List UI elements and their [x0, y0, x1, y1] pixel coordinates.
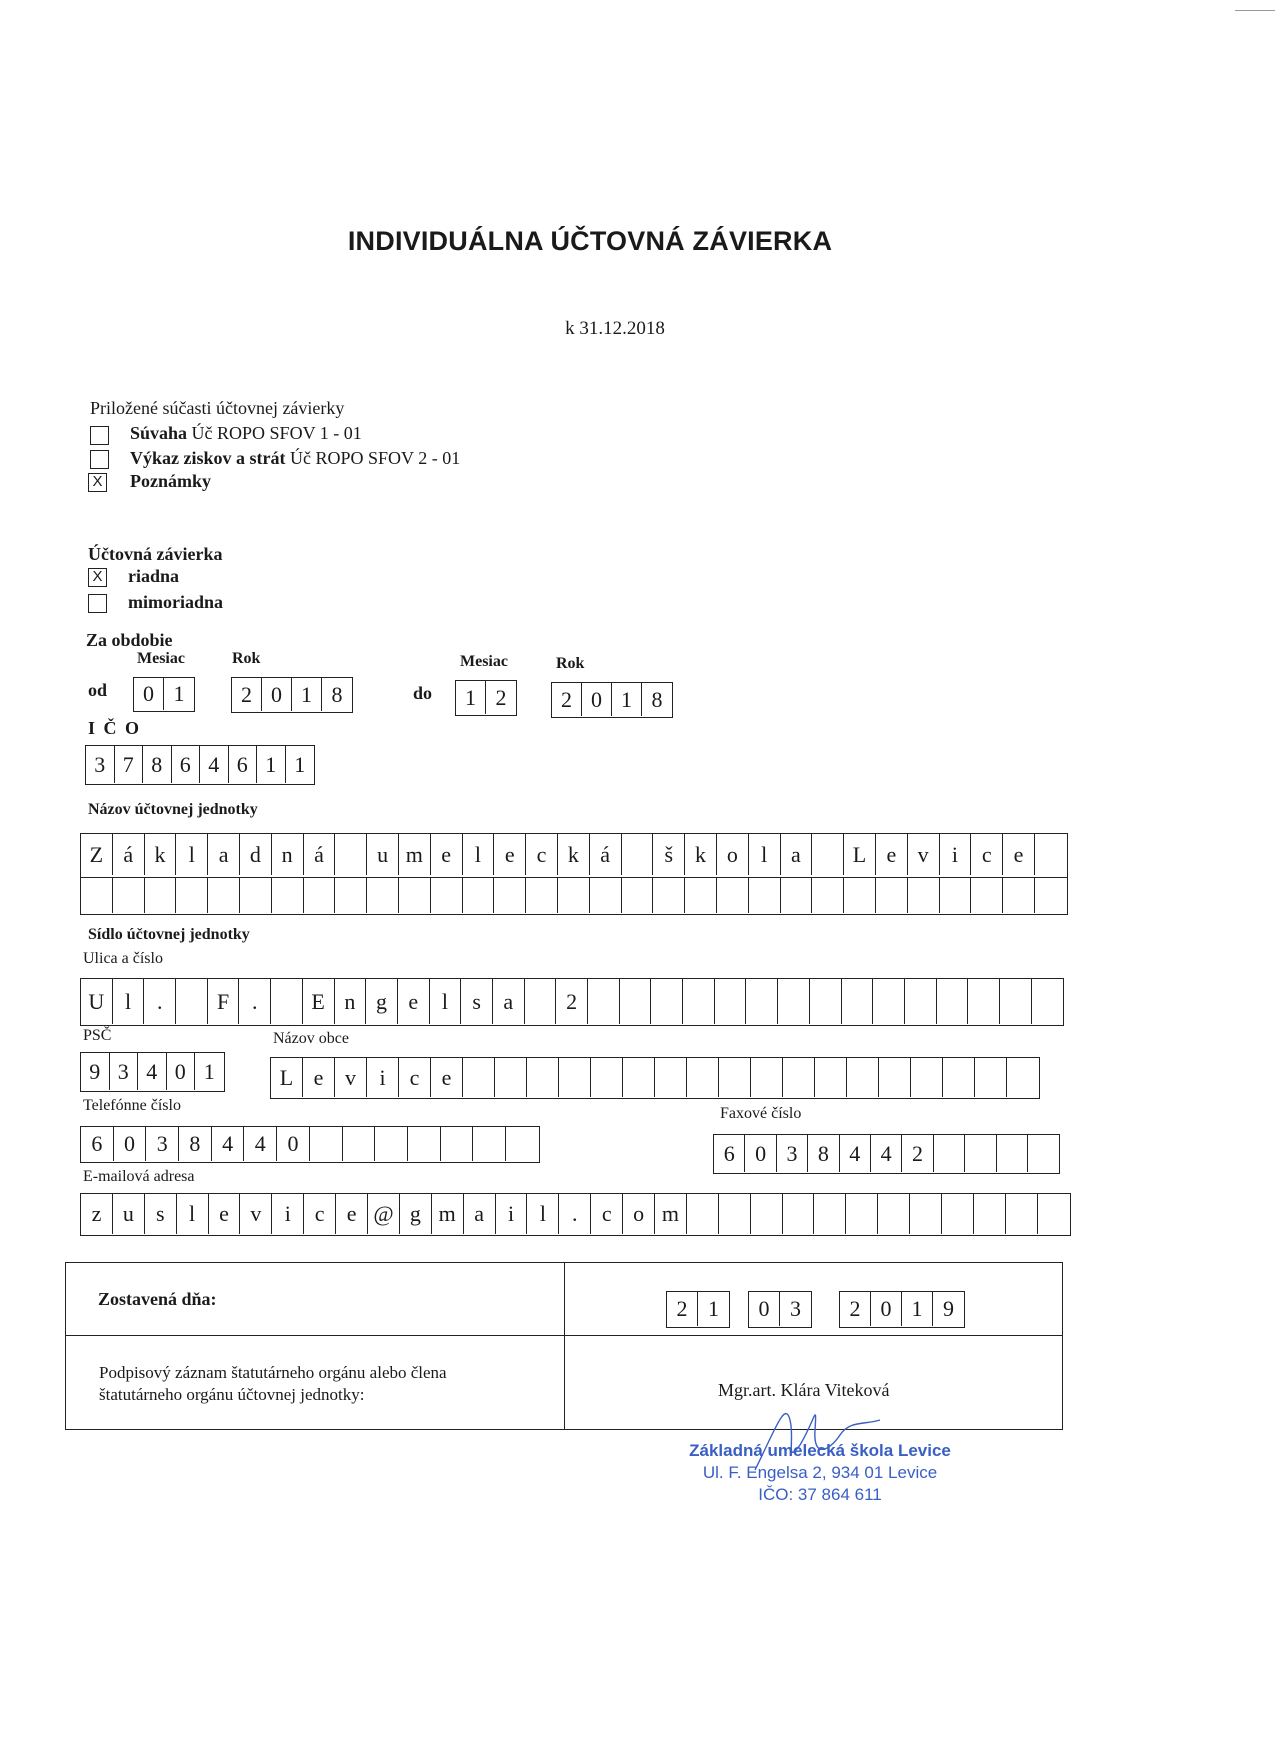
char-box[interactable]: 4 [212, 1127, 245, 1161]
char-box[interactable]: 3 [86, 746, 115, 783]
char-box[interactable]: e [494, 834, 526, 875]
char-box[interactable]: o [623, 1194, 655, 1234]
char-box[interactable] [408, 1127, 441, 1161]
period-heading: Za obdobie [86, 630, 173, 650]
char-box[interactable]: u [367, 834, 399, 875]
char-box[interactable]: 0 [262, 678, 292, 711]
do-mesiac-label: Mesiac [460, 653, 508, 670]
char-box[interactable] [942, 1194, 974, 1234]
char-box[interactable] [494, 878, 526, 913]
fax-label: Faxové číslo [720, 1105, 802, 1122]
char-box[interactable] [1003, 878, 1035, 913]
char-box[interactable]: . [559, 1194, 591, 1234]
char-box[interactable] [525, 979, 557, 1024]
char-box[interactable]: l [113, 979, 145, 1024]
char-box[interactable]: 6 [714, 1135, 745, 1172]
char-box[interactable] [431, 878, 463, 913]
char-box[interactable]: 6 [172, 746, 201, 783]
vykaz-label: Výkaz ziskov a strát Úč ROPO SFOV 2 - 01 [130, 448, 461, 468]
compiled-year-boxes[interactable] [839, 1291, 965, 1328]
char-box[interactable] [622, 878, 654, 913]
char-box[interactable] [911, 1058, 943, 1097]
char-box[interactable] [441, 1127, 474, 1161]
street-label: Ulica a číslo [83, 950, 163, 967]
od-label: od [88, 680, 108, 700]
mimoriadna-label: mimoriadna [128, 592, 224, 612]
char-box[interactable]: 8 [808, 1135, 839, 1172]
char-box[interactable]: e [876, 834, 908, 875]
char-box[interactable] [968, 979, 1000, 1024]
char-box[interactable]: s [145, 1194, 177, 1234]
signatory-name: Mgr.art. Klára Viteková [718, 1380, 890, 1400]
char-box[interactable] [783, 1058, 815, 1097]
char-box[interactable] [687, 1058, 719, 1097]
char-box[interactable]: 4 [840, 1135, 871, 1172]
char-box[interactable]: c [399, 1058, 431, 1097]
char-box[interactable] [240, 878, 272, 913]
char-box[interactable]: i [496, 1194, 528, 1234]
char-box[interactable] [591, 1058, 623, 1097]
char-box[interactable] [878, 1194, 910, 1234]
poznamky-checkbox[interactable]: X [88, 473, 107, 492]
char-box[interactable]: m [399, 834, 431, 875]
char-box[interactable] [399, 878, 431, 913]
char-box[interactable] [1035, 878, 1067, 913]
char-box[interactable]: 3 [146, 1127, 179, 1161]
char-box[interactable] [719, 1194, 751, 1234]
do-label: do [413, 683, 433, 703]
char-box[interactable] [335, 878, 367, 913]
char-box[interactable] [975, 1058, 1007, 1097]
char-box[interactable]: v [335, 1058, 367, 1097]
vykaz-checkbox[interactable] [90, 450, 109, 469]
char-box[interactable] [559, 1058, 591, 1097]
char-box[interactable] [876, 878, 908, 913]
char-box[interactable]: e [303, 1058, 335, 1097]
address-heading: Sídlo účtovnej jednotky [88, 926, 250, 943]
od-mesiac-label: Mesiac [137, 650, 185, 667]
char-box[interactable] [847, 1058, 879, 1097]
od-month-boxes[interactable] [133, 677, 195, 712]
char-box[interactable] [810, 979, 842, 1024]
do-rok-label: Rok [556, 655, 585, 672]
char-box[interactable] [558, 878, 590, 913]
char-box[interactable]: v [240, 1194, 272, 1234]
char-box[interactable]: i [272, 1194, 304, 1234]
char-box[interactable]: e [209, 1194, 241, 1234]
char-box[interactable]: E [303, 979, 335, 1024]
char-box[interactable]: 2 [840, 1292, 871, 1326]
char-box[interactable] [622, 834, 654, 875]
char-box[interactable] [844, 878, 876, 913]
char-box[interactable]: 8 [651, 687, 663, 712]
char-box[interactable] [812, 878, 844, 913]
char-box[interactable] [1038, 1194, 1070, 1234]
char-box[interactable]: 1 [257, 746, 286, 783]
attachments-heading: Priložené súčasti účtovnej závierky [90, 398, 345, 418]
ico-boxes[interactable] [85, 745, 315, 785]
suvaha-label: Súvaha Úč ROPO SFOV 1 - 01 [130, 423, 362, 443]
char-box[interactable]: l [749, 834, 781, 875]
char-box[interactable] [778, 979, 810, 1024]
char-box[interactable] [653, 878, 685, 913]
poznamky-label: Poznámky [130, 471, 211, 491]
char-box[interactable]: 1 [292, 678, 322, 711]
char-box[interactable] [145, 878, 177, 913]
char-box[interactable]: a [493, 979, 525, 1024]
char-box[interactable] [1006, 1194, 1038, 1234]
name-row-1[interactable] [80, 833, 1068, 877]
char-box[interactable] [943, 1058, 975, 1097]
char-box[interactable] [751, 1194, 783, 1234]
char-box[interactable] [375, 1127, 408, 1161]
char-box[interactable]: e [431, 1058, 463, 1097]
char-box[interactable]: U [81, 979, 113, 1024]
char-box[interactable]: a [208, 834, 240, 875]
char-box[interactable]: 0 [167, 1053, 196, 1090]
name-label: Názov účtovnej jednotky [88, 801, 258, 818]
char-box[interactable]: e [336, 1194, 368, 1234]
char-box[interactable] [815, 1058, 847, 1097]
char-box[interactable] [527, 1058, 559, 1097]
char-box[interactable] [879, 1058, 911, 1097]
char-box[interactable]: 6 [229, 746, 258, 783]
char-box[interactable]: c [526, 834, 558, 875]
char-box[interactable]: F [208, 979, 240, 1024]
char-box[interactable]: L [844, 834, 876, 875]
char-box[interactable]: s [461, 979, 493, 1024]
char-box[interactable]: 4 [871, 1135, 902, 1172]
char-box[interactable]: k [685, 834, 717, 875]
char-box[interactable]: Z [81, 834, 113, 875]
char-box[interactable]: 9 [943, 1296, 954, 1321]
char-box[interactable] [1035, 834, 1067, 875]
char-box[interactable]: 4 [244, 1127, 277, 1161]
corner-rule [1235, 10, 1275, 11]
char-box[interactable]: e [1003, 834, 1035, 875]
char-box[interactable] [81, 878, 113, 913]
char-box[interactable]: c [304, 1194, 336, 1234]
char-box[interactable] [846, 1194, 878, 1234]
char-box[interactable] [463, 878, 495, 913]
char-box[interactable]: 6 [81, 1127, 114, 1161]
char-box[interactable]: 3 [110, 1053, 139, 1090]
char-box[interactable]: l [430, 979, 462, 1024]
char-box[interactable] [683, 979, 715, 1024]
document-title: INDIVIDUÁLNA ÚČTOVNÁ ZÁVIERKA [347, 226, 833, 256]
char-box[interactable]: 8 [143, 746, 172, 783]
char-box[interactable]: 7 [115, 746, 144, 783]
compiled-day-boxes[interactable] [666, 1291, 730, 1328]
ico-label: I Č O [88, 718, 142, 738]
char-box[interactable]: 1 [294, 752, 306, 777]
od-rok-label: Rok [232, 650, 261, 667]
char-box[interactable]: 1 [902, 1292, 933, 1326]
char-box[interactable] [113, 878, 145, 913]
char-box[interactable]: 9 [81, 1053, 110, 1090]
char-box[interactable]: e [398, 979, 430, 1024]
footer-table [65, 1262, 1063, 1430]
od-year-boxes[interactable] [231, 677, 353, 713]
char-box[interactable] [272, 878, 304, 913]
char-box[interactable] [974, 1194, 1006, 1234]
char-box[interactable]: g [366, 979, 398, 1024]
char-box[interactable]: m [432, 1194, 464, 1234]
char-box[interactable] [685, 878, 717, 913]
char-box[interactable] [176, 979, 208, 1024]
suvaha-checkbox[interactable] [90, 426, 109, 445]
char-box[interactable] [526, 878, 558, 913]
char-box[interactable]: c [971, 834, 1003, 875]
char-box[interactable]: g [400, 1194, 432, 1234]
char-box[interactable]: 3 [790, 1296, 801, 1321]
date-line: k 31.12.2018 [565, 318, 665, 339]
char-box[interactable] [1000, 979, 1032, 1024]
char-box[interactable]: . [239, 979, 271, 1024]
email-label: E-mailová adresa [83, 1168, 195, 1185]
email-boxes[interactable] [80, 1193, 1071, 1236]
char-box[interactable]: v [908, 834, 940, 875]
char-box[interactable]: 1 [456, 681, 486, 714]
char-box[interactable]: i [367, 1058, 399, 1097]
obec-boxes[interactable] [270, 1057, 1040, 1099]
mimoriadna-checkbox[interactable] [88, 594, 107, 613]
char-box[interactable] [781, 878, 813, 913]
char-box[interactable]: 0 [749, 1292, 780, 1326]
char-box[interactable] [620, 979, 652, 1024]
char-box[interactable]: 1 [173, 681, 185, 706]
char-box[interactable] [590, 878, 622, 913]
char-box[interactable]: 2 [552, 683, 582, 716]
char-box[interactable]: l [177, 1194, 209, 1234]
char-box[interactable]: 1 [203, 1059, 215, 1084]
compiled-label: Zostavená dňa: [98, 1289, 217, 1309]
char-box[interactable]: l [176, 834, 208, 875]
char-box[interactable]: 8 [179, 1127, 212, 1161]
char-box[interactable]: d [240, 834, 272, 875]
char-box[interactable] [997, 1135, 1028, 1172]
char-box[interactable] [304, 878, 336, 913]
char-box[interactable] [1007, 1058, 1039, 1097]
char-box[interactable]: i [940, 834, 972, 875]
do-year-boxes[interactable] [551, 682, 673, 718]
char-box[interactable]: a [464, 1194, 496, 1234]
char-box[interactable]: á [113, 834, 145, 875]
char-box[interactable] [812, 834, 844, 875]
char-box[interactable]: c [591, 1194, 623, 1234]
char-box[interactable]: 8 [331, 682, 343, 707]
char-box[interactable] [473, 1127, 506, 1161]
char-box[interactable]: 2 [495, 685, 507, 710]
char-box[interactable] [687, 1194, 719, 1234]
char-box[interactable] [463, 1058, 495, 1097]
char-box[interactable] [506, 1127, 539, 1161]
char-box[interactable]: š [653, 834, 685, 875]
char-box[interactable]: 3 [777, 1135, 808, 1172]
char-box[interactable]: a [781, 834, 813, 875]
char-box[interactable] [908, 878, 940, 913]
char-box[interactable] [873, 979, 905, 1024]
riadna-label: riadna [128, 566, 180, 586]
char-box[interactable] [271, 979, 303, 1024]
char-box[interactable]: u [113, 1194, 145, 1234]
char-box[interactable]: 1 [612, 683, 642, 716]
char-box[interactable]: e [431, 834, 463, 875]
char-box[interactable]: z [81, 1194, 113, 1234]
psc-boxes[interactable] [80, 1052, 225, 1092]
char-box[interactable]: 0 [134, 678, 164, 710]
char-box[interactable]: 4 [138, 1053, 167, 1090]
char-box[interactable]: 0 [582, 683, 612, 716]
char-box[interactable] [623, 1058, 655, 1097]
name-row-2[interactable] [80, 877, 1068, 915]
char-box[interactable] [717, 878, 749, 913]
char-box[interactable] [655, 1058, 687, 1097]
fax-boxes[interactable] [713, 1134, 1060, 1174]
street-boxes[interactable] [80, 978, 1064, 1026]
char-box[interactable] [495, 1058, 527, 1097]
zavierka-heading: Účtovná závierka [88, 544, 223, 564]
phone-boxes[interactable] [80, 1126, 540, 1163]
char-box[interactable]: o [717, 834, 749, 875]
char-box[interactable] [749, 878, 781, 913]
char-box[interactable]: l [527, 1194, 559, 1234]
char-box[interactable]: n [335, 979, 367, 1024]
char-box[interactable]: 0 [277, 1127, 310, 1161]
char-box[interactable]: 4 [200, 746, 229, 783]
char-box[interactable]: 2 [902, 1135, 933, 1172]
char-box[interactable] [335, 834, 367, 875]
char-box[interactable] [746, 979, 778, 1024]
char-box[interactable] [814, 1194, 846, 1234]
char-box[interactable]: l [463, 834, 495, 875]
char-box[interactable] [751, 1058, 783, 1097]
char-box[interactable]: 0 [745, 1135, 776, 1172]
char-box[interactable] [1032, 979, 1064, 1024]
char-box[interactable] [905, 979, 937, 1024]
signature-label: Podpisový záznam štatutárneho orgánu alebo člena štatutárneho orgánu účtovnej jednotky: [99, 1363, 447, 1404]
organization-stamp: Základná umelecká škola Levice Ul. F. Engelsa 2, 934 01 Levice IČO: 37 864 611 [689, 1441, 951, 1504]
char-box[interactable] [783, 1194, 815, 1234]
char-box[interactable] [715, 979, 747, 1024]
do-month-boxes[interactable] [455, 680, 517, 716]
char-box[interactable]: 2 [232, 678, 262, 711]
char-box[interactable] [965, 1135, 996, 1172]
char-box[interactable]: m [655, 1194, 687, 1234]
char-box[interactable]: @ [368, 1194, 400, 1234]
char-box[interactable] [588, 979, 620, 1024]
char-box[interactable] [651, 979, 683, 1024]
compiled-month-boxes[interactable] [748, 1291, 812, 1328]
char-box[interactable] [310, 1127, 343, 1161]
char-box[interactable] [343, 1127, 376, 1161]
char-box[interactable] [367, 878, 399, 913]
phone-label: Telefónne číslo [83, 1097, 181, 1114]
char-box[interactable]: á [590, 834, 622, 875]
char-box[interactable] [971, 878, 1003, 913]
char-box[interactable]: . [144, 979, 176, 1024]
char-box[interactable]: á [304, 834, 336, 875]
char-box[interactable]: n [272, 834, 304, 875]
char-box[interactable] [1028, 1135, 1059, 1172]
char-box[interactable]: 0 [114, 1127, 147, 1161]
riadna-checkbox[interactable]: X [88, 568, 107, 587]
char-box[interactable] [719, 1058, 751, 1097]
char-box[interactable]: k [558, 834, 590, 875]
char-box[interactable]: 1 [708, 1296, 719, 1321]
char-box[interactable]: k [145, 834, 177, 875]
char-box[interactable] [176, 878, 208, 913]
char-box[interactable]: 2 [556, 979, 588, 1024]
char-box[interactable] [934, 1135, 965, 1172]
char-box[interactable] [842, 979, 874, 1024]
char-box[interactable]: 0 [871, 1292, 902, 1326]
char-box[interactable] [940, 878, 972, 913]
psc-label: PSČ [83, 1027, 112, 1044]
char-box[interactable]: 2 [667, 1292, 698, 1326]
char-box[interactable] [208, 878, 240, 913]
char-box[interactable] [937, 979, 969, 1024]
char-box[interactable] [910, 1194, 942, 1234]
char-box[interactable]: L [271, 1058, 303, 1097]
obec-label: Názov obce [273, 1030, 349, 1047]
